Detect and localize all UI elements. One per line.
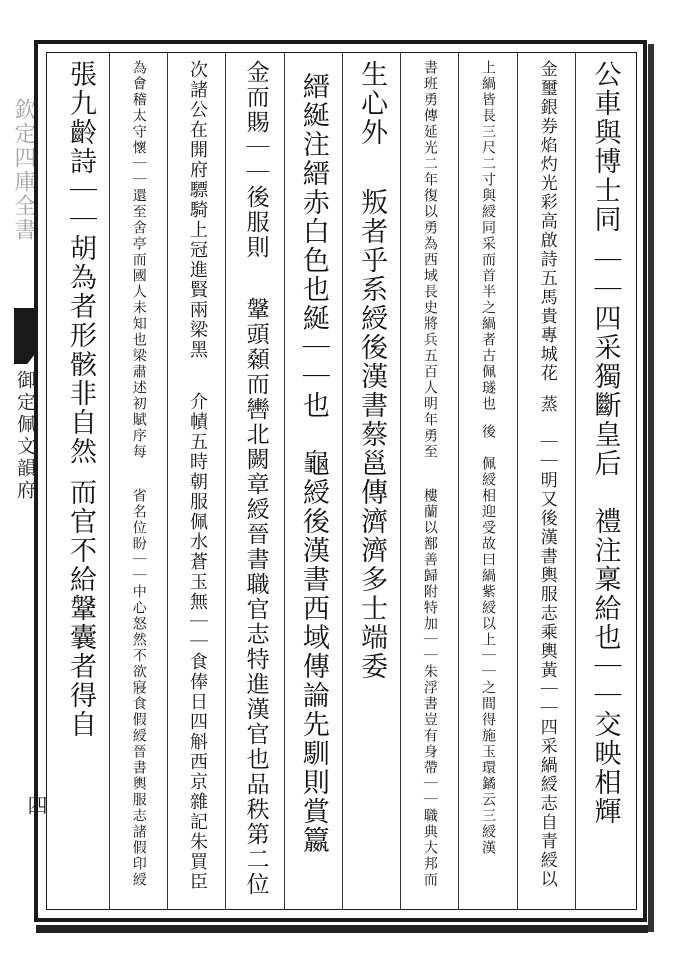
column-text: 介幘五時朝服佩水蒼玉無｜｜食俸日四斛西京雜記朱買臣 [186,372,208,892]
page-edge-right [648,44,654,932]
column-text: 生心外 [356,60,388,147]
column-text: 樓蘭以鄯善歸附特加｜｜朱浮書豈有身帶｜｜職典大邦而 [421,472,438,888]
column-text: 次諸公在開府驃騎上冠進賢兩梁黑 [186,60,208,360]
column-text: 金而賜｜｜後服則 [242,60,269,260]
text-columns [52,52,634,910]
page-gutter [0,40,48,930]
column-text: 張九齡詩｜｜胡為者形骸非自然 [65,60,96,466]
text-column [401,52,459,910]
text-column [52,52,110,910]
column-text: 後 佩綬相迎受故曰緺紫綬以上｜｜之間得施玉環鐍云三綬漢 [480,424,497,856]
fishtail-mark [14,308,36,364]
column-text: 叛者乎系綬後漢書蔡邕傳濟濟多士端委 [356,159,388,681]
column-text: ｜｜四采獨斷皇后 禮注稟給也｜｜交映相輝 [589,246,621,826]
text-column [518,52,576,910]
faded-gutter-text: 欽定四庫全書 [11,98,36,242]
column-text: 縉綖注縉赤白色也綖｜｜也 龜綬後漢書西域傳論先馴則賞籝 [297,72,329,855]
page-edge-bottom [36,925,648,933]
column-text: 鞶頭顙而轡北闕章綬晉書職官志特進漢官也品秩第二位 [242,272,269,897]
column-text: 省名位盼｜｜中心怒然不欲寢食假綬晉書輿服志諸假印綬 [130,472,147,888]
column-text: 書班勇傳延光二年復以勇為西域長史將兵五百人明年勇至 [421,60,438,460]
column-text: 蒸 ｜｜明又後漢書輿服志乘輿黃｜｜四采緺綬志自青綬以 [536,395,557,889]
page-number: 四 [24,795,48,815]
text-column [343,52,401,910]
text-column [460,52,518,910]
text-column [285,52,343,910]
column-text: 為會稽太守懷｜｜還至舍亭而國人未知也梁肅述初賦序每 [130,60,147,460]
column-text: 上緺皆長三尺二寸與綬同采而首半之緺者古佩璲也 [480,60,497,412]
text-column [227,52,285,910]
column-text: 而官不給鞶囊者得自 [65,478,96,739]
column-text: 公車與博士同 [589,60,621,234]
text-column [110,52,168,910]
text-column [576,52,634,910]
text-column [168,52,226,910]
column-text: 金璽銀券焰灼光彩高啟詩五馬貴專城花 [536,60,557,383]
collection-title: 御定佩文韻府 [14,370,36,502]
